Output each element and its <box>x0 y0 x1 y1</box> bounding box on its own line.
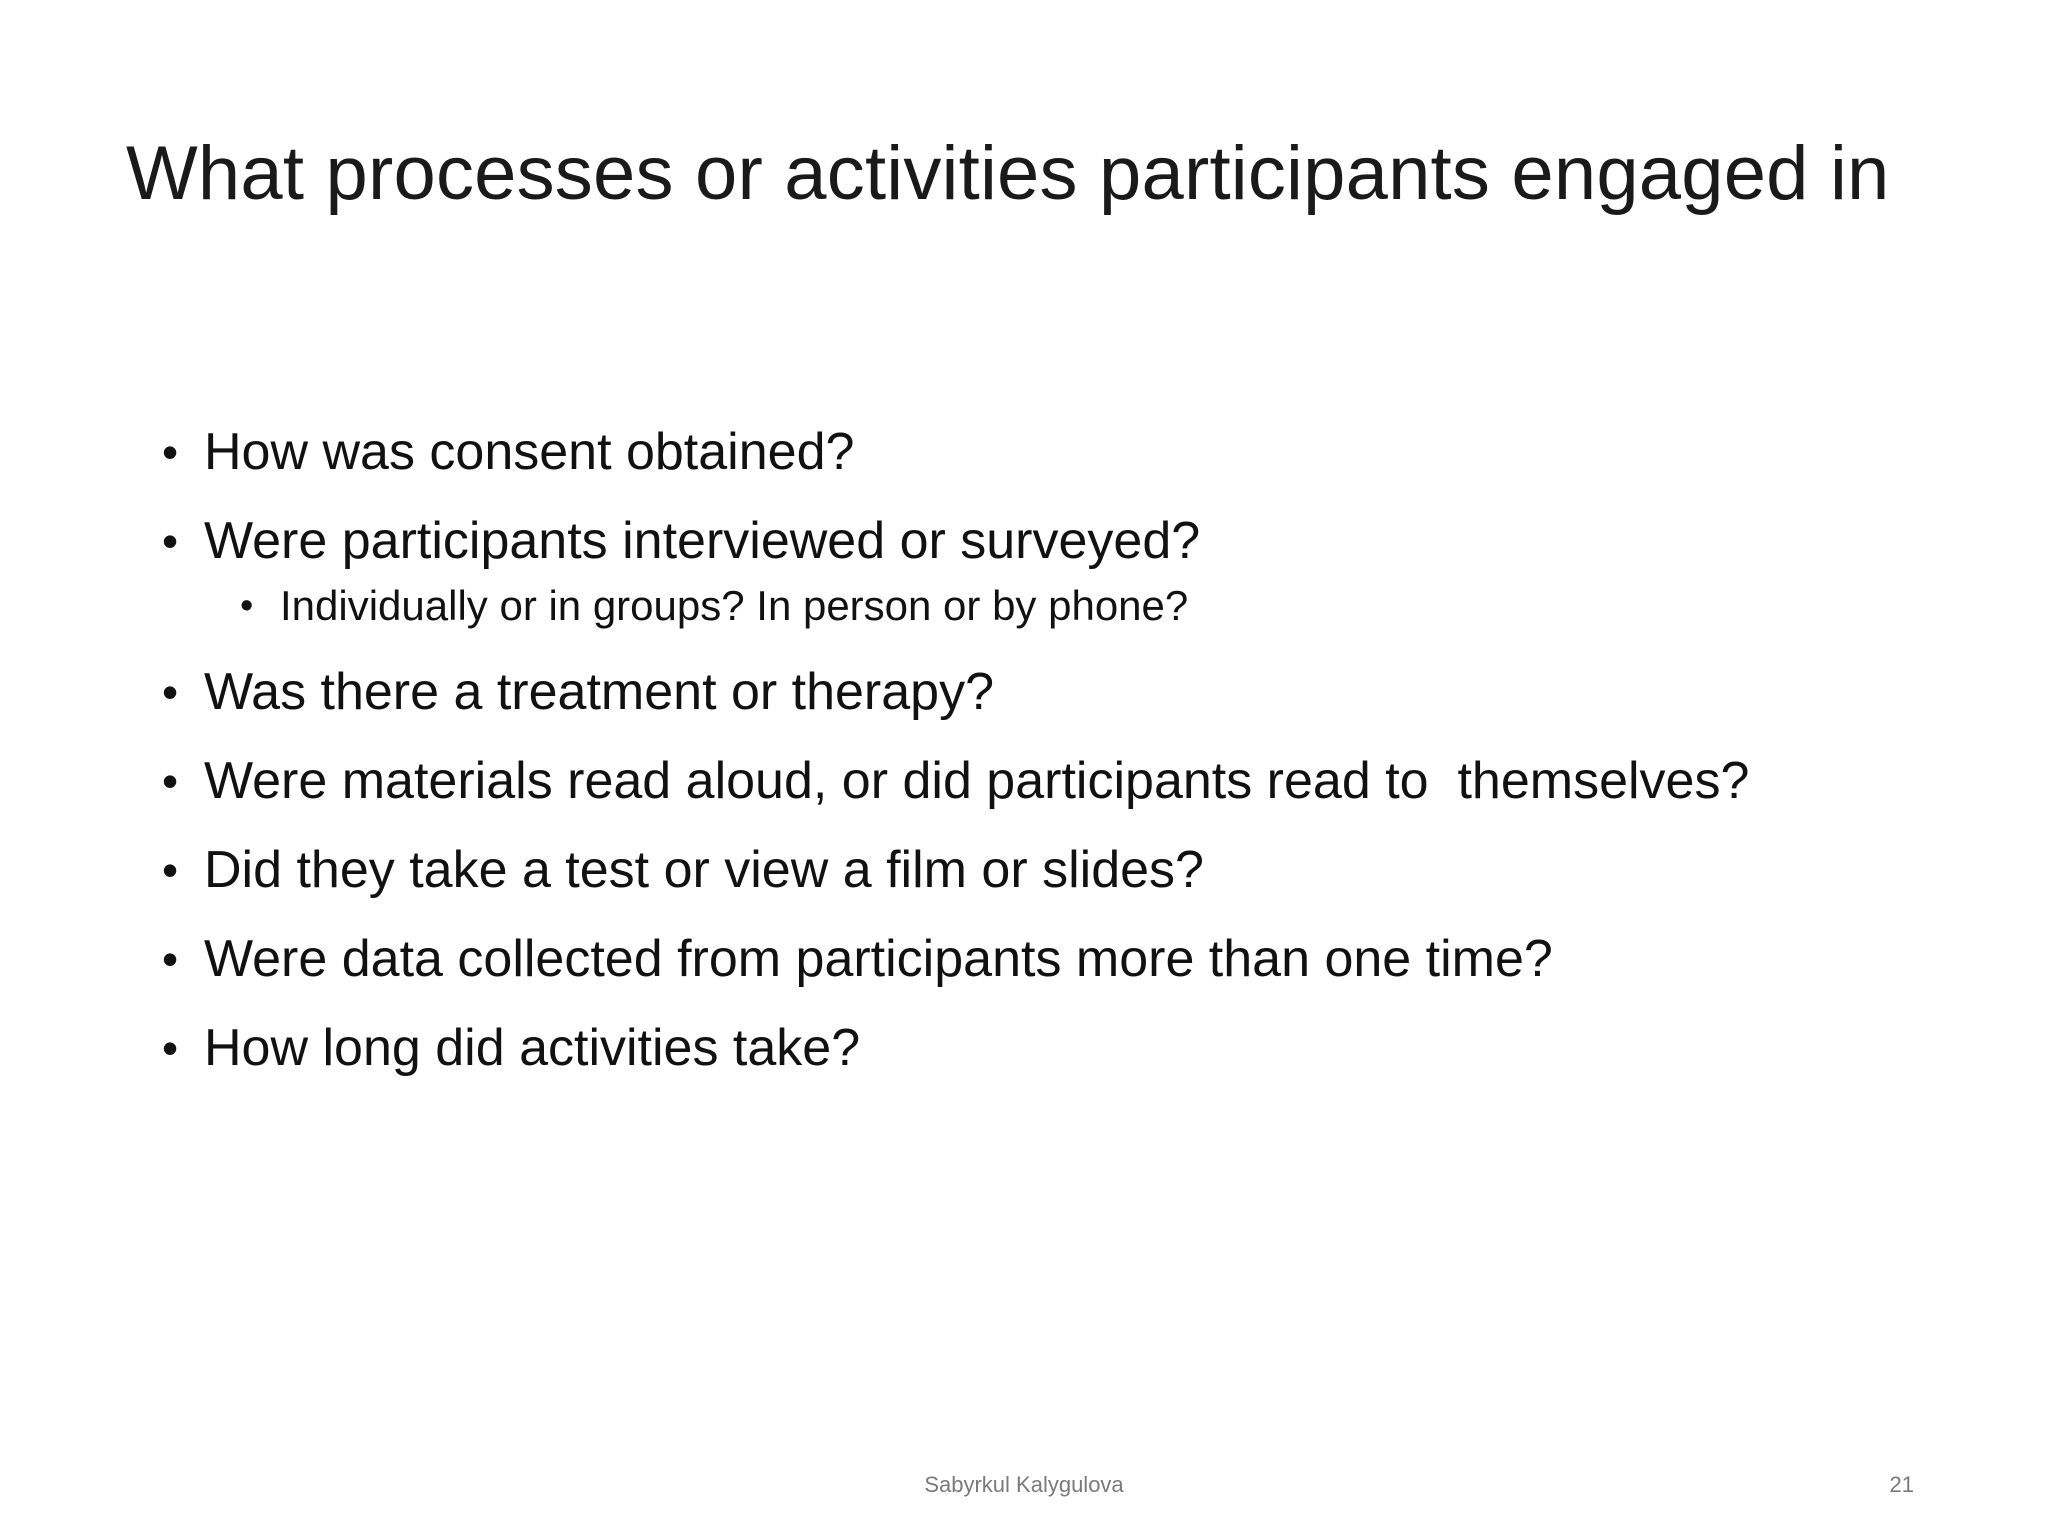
bullet-item <box>162 660 1962 724</box>
bullet-item <box>162 420 1962 484</box>
slide-number: 21 <box>1889 1472 1914 1497</box>
bullet-dot-icon: • <box>240 585 254 627</box>
bullet-text: How was consent obtained? <box>204 423 855 481</box>
bullet-dot-icon: • <box>162 755 179 807</box>
bullet-item <box>162 927 1962 991</box>
bullet-list <box>162 420 1962 1105</box>
bullet-item <box>162 838 1962 902</box>
bullet-dot-icon: • <box>162 1022 179 1074</box>
bullet-dot-icon: • <box>162 515 179 567</box>
footer-author: Sabyrkul Kalygulova <box>924 1472 1124 1497</box>
bullet-dot-icon: • <box>162 933 179 985</box>
bullet-text: Were data collected from participants more than one time? <box>204 930 1553 988</box>
bullet-item <box>162 749 1962 813</box>
sub-bullet-text: Individually or in groups? In person or by phone? <box>280 582 1189 629</box>
bullet-dot-icon: • <box>162 666 179 718</box>
sub-bullet-item <box>162 580 1962 632</box>
bullet-item <box>162 509 1962 573</box>
bullet-text: Was there a treatment or therapy? <box>204 663 995 721</box>
bullet-text: Did they take a test or view a film or slides? <box>204 841 1204 899</box>
bullet-text: Were materials read aloud, or did participants read to themselves? <box>204 752 1750 810</box>
bullet-text: Were participants interviewed or surveyed? <box>204 512 1201 570</box>
bullet-dot-icon: • <box>162 844 179 896</box>
slide-title: What processes or activities participants engaged in <box>126 131 1890 216</box>
bullet-text: How long did activities take? <box>204 1019 861 1077</box>
bullet-dot-icon: • <box>162 426 179 478</box>
bullet-item <box>162 1016 1962 1080</box>
